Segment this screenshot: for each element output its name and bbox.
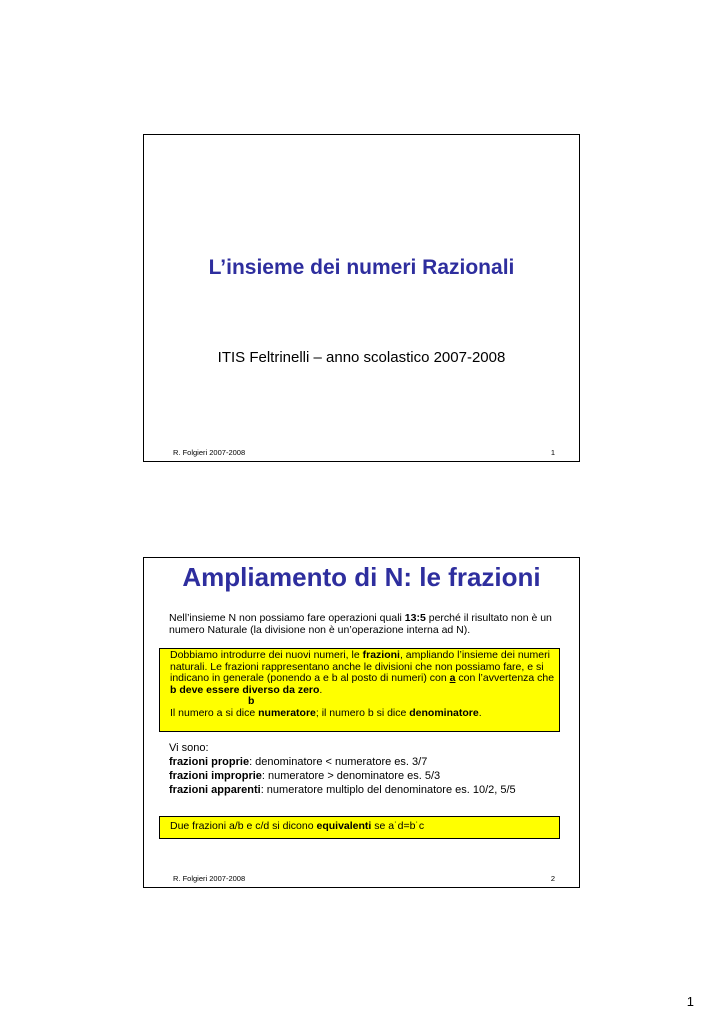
list-item xyxy=(169,755,569,769)
slide-2 xyxy=(143,557,580,888)
text: . xyxy=(478,706,482,719)
text: ; il numero b si dice xyxy=(315,706,410,719)
slide-footer-author: R. Folgieri 2007-2008 xyxy=(173,448,246,457)
text: Dobbiamo introdurre dei nuovi numeri, le xyxy=(170,649,363,661)
slide-1 xyxy=(143,134,580,462)
list-item xyxy=(169,769,569,783)
intro-paragraph xyxy=(169,613,561,636)
text: Il numero a si dice xyxy=(170,706,259,719)
list-term: frazioni improprie xyxy=(169,770,262,782)
bold-text: equivalenti xyxy=(316,820,372,832)
list-desc: : denominatore < numeratore es. 3/7 xyxy=(249,756,428,768)
list-term: frazioni proprie xyxy=(169,756,250,768)
bold-text: frazioni xyxy=(362,649,400,661)
slide-footer-author: R. Folgieri 2007-2008 xyxy=(173,874,246,883)
list-desc: : numeratore multiplo del denominatore es. 10/2, 5/5 xyxy=(260,784,516,796)
slide-footer-number: 1 xyxy=(550,448,555,457)
bold-text: numeratore xyxy=(258,706,316,719)
text: Due frazioni a/b e c/d si dicono xyxy=(170,820,317,832)
text: se a˙d=b˙c xyxy=(371,820,425,832)
slide-subtitle: ITIS Feltrinelli – anno scolastico 2007-2008 xyxy=(217,349,506,366)
text: Nell’insieme N non possiamo fare operazioni quali xyxy=(169,612,405,624)
slide-title: Ampliamento di N: le frazioni xyxy=(182,562,541,592)
bold-text: 13:5 xyxy=(404,612,426,624)
text: . xyxy=(319,683,323,696)
numerator-symbol: a xyxy=(449,672,456,684)
denominator-symbol: b xyxy=(248,695,255,707)
bold-text: b deve essere diverso da zero xyxy=(170,683,320,696)
page-number: 1 xyxy=(686,994,694,1009)
fraction-types-list xyxy=(169,741,569,797)
highlight-box-equivalent xyxy=(159,816,560,839)
slide-footer-number: 2 xyxy=(550,874,555,883)
text: , ampliando l’insieme dei numeri naturali. Le frazioni rappresentano anche le divisioni che non possiamo fare, e si indicano in generale (ponendo a e b al posto di numeri) con xyxy=(170,649,550,684)
text: perché il risultato non è un numero Naturale (la divisione non è un’operazione interna ad N). xyxy=(169,612,552,636)
list-item xyxy=(169,783,569,797)
highlight-box-fractions xyxy=(159,648,560,732)
list-intro: Vi sono: xyxy=(169,742,209,754)
slide-title: L’insieme dei numeri Razionali xyxy=(208,256,515,279)
list-desc: : numeratore > denominatore es. 5/3 xyxy=(261,770,441,782)
text: con l’avvertenza che xyxy=(455,672,555,684)
bold-text: denominatore xyxy=(409,706,479,719)
list-term: frazioni apparenti xyxy=(169,784,261,796)
